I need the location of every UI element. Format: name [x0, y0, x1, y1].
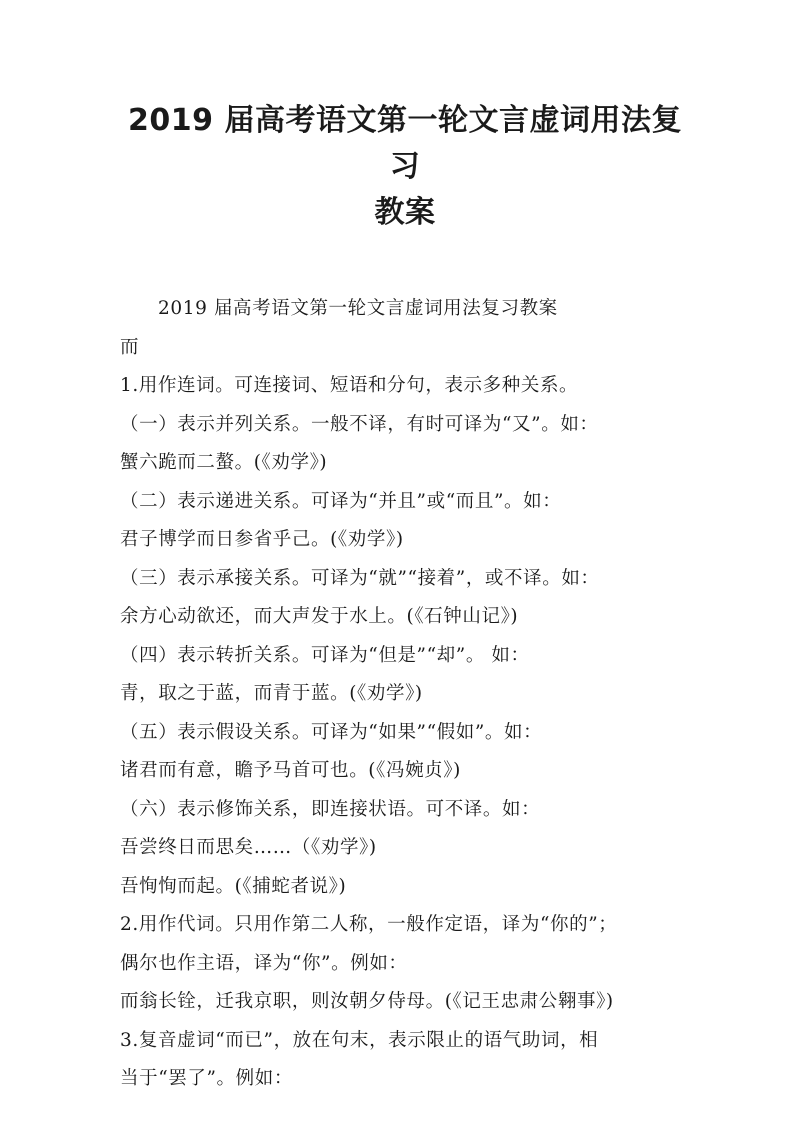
- paragraph-line: （一）表示并列关系。一般不译，有时可译为“又”。如：: [120, 413, 599, 435]
- example-line: 青，取之于蓝，而青于蓝。(《劝学》): [120, 683, 423, 704]
- example-line: 余方心动欲还，而大声发于水上。(《石钟山记》): [120, 606, 519, 627]
- title-line-1: 2019 届高考语文第一轮文言虚词用法复习: [128, 103, 682, 184]
- document-title: [120, 0, 690, 236]
- paragraph-line: 2.用作代词。只用作第二人称，一般作定语，译为“你的”；: [120, 914, 618, 935]
- document-body: [120, 290, 690, 1099]
- paragraph-line: 偶尔也作主语，译为“你”。例如：: [120, 952, 408, 974]
- example-line: 君子博学而日参省乎己。(《劝学》): [120, 529, 404, 550]
- section-heading-er: 而: [120, 336, 140, 358]
- paragraph-line: 3.复音虚词“而已”，放在句末，表示限止的语气助词，相: [120, 1029, 599, 1051]
- title-line-2: 教案: [374, 195, 436, 230]
- subtitle-line: 2019 届高考语文第一轮文言虚词用法复习教案: [158, 298, 558, 319]
- paragraph-line: 1.用作连词。可连接词、短语和分句，表示多种关系。: [120, 375, 579, 396]
- example-line: 吾恂恂而起。(《捕蛇者说》): [120, 875, 347, 897]
- example-line: 吾尝终日而思矣……（《劝学》): [120, 837, 377, 858]
- example-line: 蟹六跪而二螯。(《劝学》): [120, 452, 328, 473]
- paragraph-line: （四）表示转折关系。可译为“但是”“却”。 如：: [120, 644, 530, 666]
- paragraph-line: （二）表示递进关系。可译为“并且”或“而且”。如：: [120, 490, 562, 512]
- example-line: 诸君而有意，瞻予马首可也。(《冯婉贞》): [120, 760, 461, 781]
- paragraph-line: （六）表示修饰关系，即连接状语。可不译。如：: [120, 798, 541, 820]
- paragraph-line: （三）表示承接关系。可译为“就”“接着”，或不译。如：: [120, 567, 600, 589]
- paragraph-line: 当于“罢了”。例如：: [120, 1068, 293, 1089]
- paragraph-line: （五）表示假设关系。可译为“如果”“假如”。如：: [120, 721, 543, 743]
- example-line: 而翁长铨，迁我京职，则汝朝夕侍母。(《记王忠肃公翱事》): [120, 991, 614, 1012]
